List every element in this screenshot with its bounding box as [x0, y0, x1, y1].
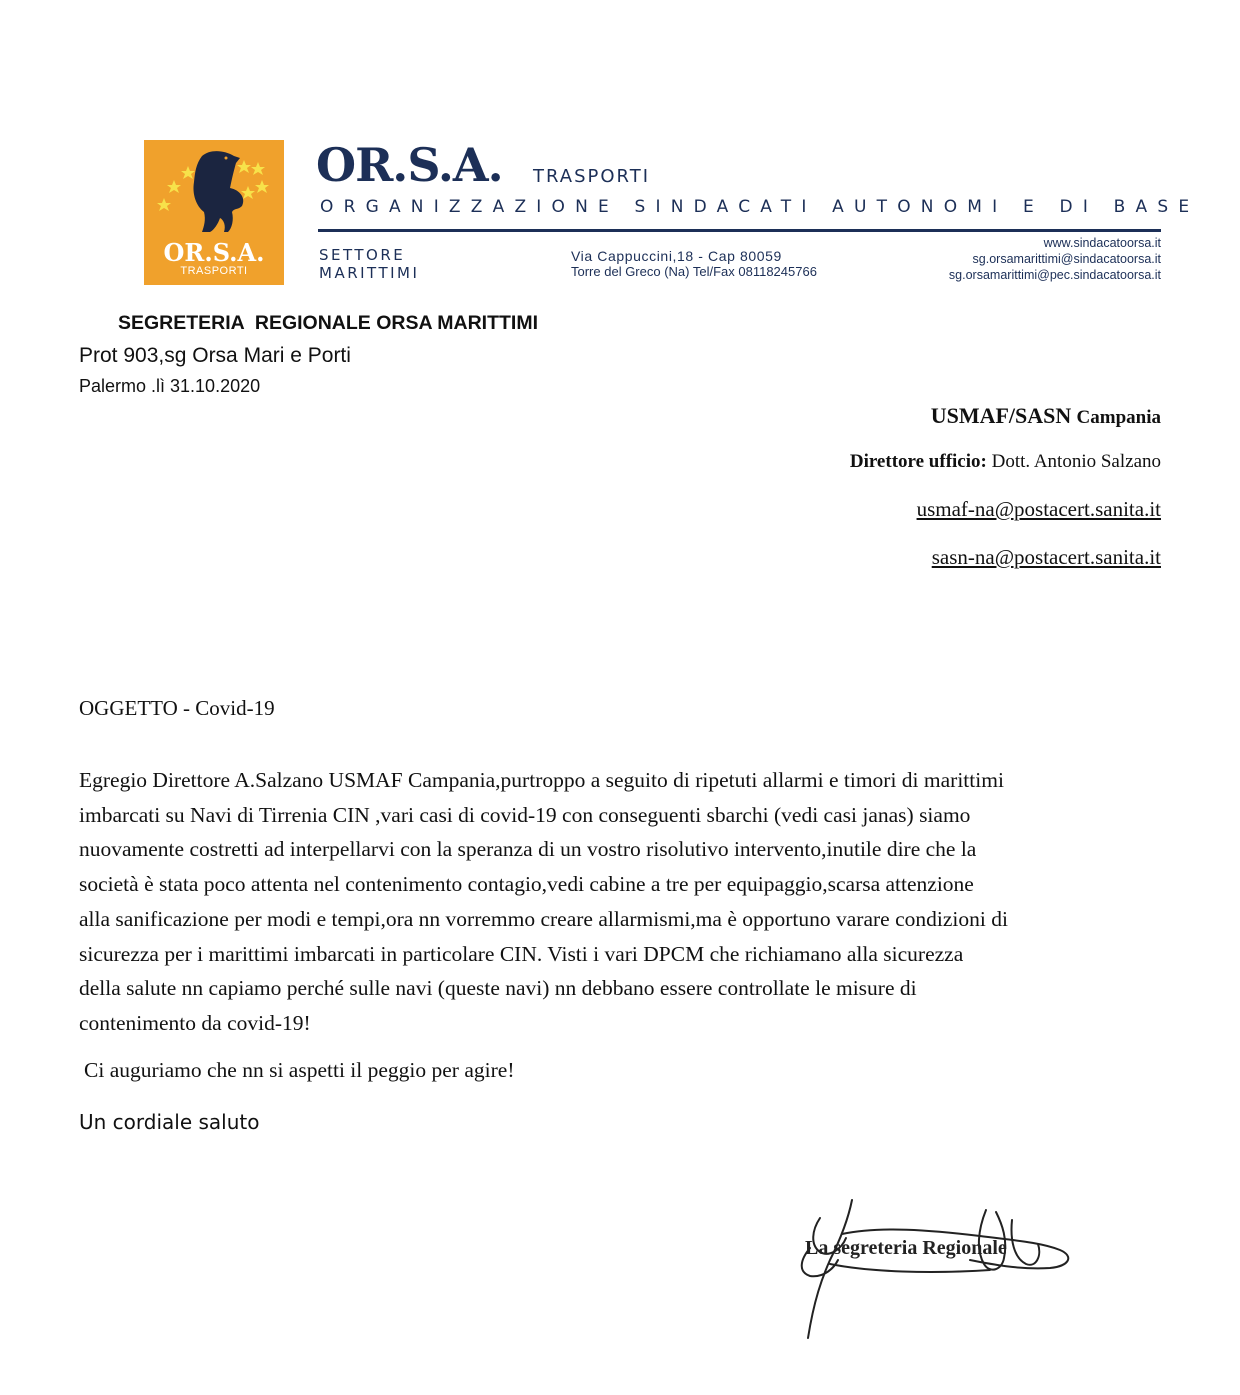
- contact-email-1[interactable]: sg.orsamarittimi@sindacatoorsa.it: [972, 252, 1161, 266]
- body-line: alla sanificazione per modi e tempi,ora nn vorremmo creare allarmismi,ma è opportuno varare condizioni di: [79, 906, 1008, 931]
- recipient-office: [931, 403, 1161, 429]
- recipient-email-2[interactable]: sasn-na@postacert.sanita.it: [931, 545, 1161, 569]
- website-link[interactable]: www.sindacatoorsa.it: [1043, 236, 1161, 250]
- protocol-number: Prot 903,sg Orsa Mari e Porti: [79, 344, 351, 367]
- sector-line-2: MARITTIMI: [319, 264, 420, 282]
- body-line: contenimento da covid-19!: [79, 1010, 311, 1035]
- letter-subject: OGGETTO - Covid-19: [79, 696, 275, 720]
- secretariat-title: SEGRETERIA REGIONALE ORSA MARITTIMI: [118, 312, 538, 334]
- contact-email-2[interactable]: sg.orsamarittimi@pec.sindacatoorsa.it: [948, 268, 1161, 282]
- body-line: imbarcati su Navi di Tirrenia CIN ,vari casi di covid-19 con conseguenti sbarchi (vedi casi janas) siamo: [79, 802, 971, 827]
- body-line: società è stata poco attenta nel contenimento contagio,vedi cabine a tre per equipaggio,scarsa attenzione: [79, 872, 974, 897]
- contacts-block: [949, 235, 1161, 283]
- logo-name: OR.S.A.: [163, 238, 265, 267]
- organization-full-name: ORGANIZZAZIONE SINDACATI AUTONOMI E DI BASE: [320, 197, 1200, 217]
- brand-name: OR.S.A.: [316, 138, 503, 192]
- closing-wish: Ci auguriamo che nn si aspetti il peggio per agire!: [84, 1058, 515, 1082]
- sector-line-1: SETTORE: [319, 246, 406, 264]
- body-line: sicurezza per i marittimi imbarcati in particolare CIN. Visti i vari DPCM che richiamano alla sicurezza: [79, 941, 964, 966]
- letter-body: [79, 763, 1164, 1041]
- brand-subtitle: TRASPORTI: [533, 166, 651, 187]
- recipient-email-1[interactable]: usmaf-na@postacert.sanita.it: [916, 497, 1161, 521]
- recipient-office-region: Campania: [1076, 407, 1161, 428]
- recipient-office-main: USMAF/SASN: [930, 403, 1072, 428]
- director-label: Direttore ufficio:: [849, 451, 987, 472]
- sector-label: [319, 246, 419, 282]
- logo-subtitle: TRASPORTI: [180, 265, 248, 277]
- letterhead-divider: [318, 229, 1161, 232]
- recipient-director: [850, 451, 1161, 473]
- signature-label: La segreteria Regionale: [805, 1237, 1007, 1259]
- place-date: Palermo .lì 31.10.2020: [79, 376, 261, 396]
- address-line-2: Torre del Greco (Na) Tel/Fax 08118245766: [571, 264, 817, 279]
- handwritten-signature: [790, 1190, 1090, 1350]
- body-line: nuovamente costretti ad interpellarvi con la speranza di un vostro risolutivo intervento,inutile dire che la: [79, 837, 977, 862]
- orsa-logo: [144, 140, 284, 285]
- address-block: [571, 248, 817, 280]
- body-line: della salute nn capiamo perché sulle navi (queste navi) nn debbano essere controllate le misure di: [79, 976, 917, 1001]
- body-line: Egregio Direttore A.Salzano USMAF Campania,purtroppo a seguito di ripetuti allarmi e timori di marittimi: [79, 768, 1004, 792]
- greeting: Un cordiale saluto: [79, 1110, 260, 1134]
- director-name: Dott. Antonio Salzano: [991, 451, 1161, 472]
- address-line-1: Via Cappuccini,18 - Cap 80059: [571, 248, 782, 264]
